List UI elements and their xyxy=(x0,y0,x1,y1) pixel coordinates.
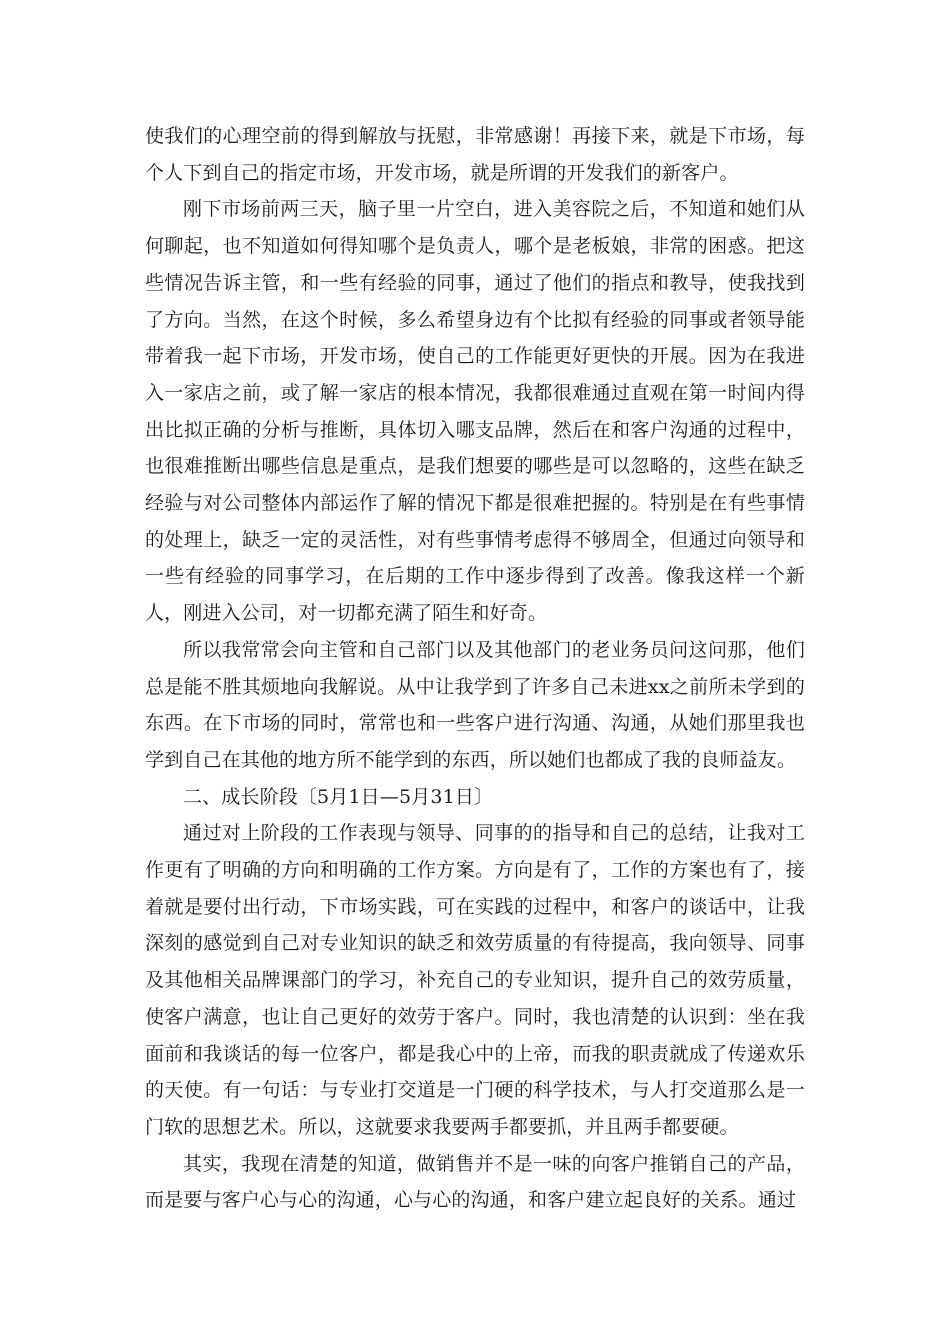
paragraph-sales-insight: 其实，我现在清楚的知道，做销售并不是一味的向客户推销自己的产品，而是要与客户心与心的沟通，心与心的沟通，和客户建立起良好的关系。通过 xyxy=(145,1152,805,1212)
paragraph-growth: 通过对上阶段的工作表现与领导、同事的的指导和自己的总结，让我对工作更有了明确的方向和明确的工作方案。方向是有了，工作的方案也有了，接着就是要付出行动，下市场实践，可在实践的过程中，和客户的谈话中，让我深刻的感觉到自己对专业知识的缺乏和效劳质量的有待提高，我向领导、同事及其他相关品牌课部门的学习，补充自己的专业知识，提升自己的效劳质量，使客户满意，也让自己更好的效劳于客户。同时，我也清楚的认识到：坐在我面前和我谈话的每一位客户，都是我心中的上帝，而我的职责就成了传递欢乐的天使。有一句话：与专业打交道是一门硬的科学技术，与人打交道那么是一门软的思想艺术。所以，这就要求我要两手都要抓，并且两手都要硬。 xyxy=(145,822,805,1138)
section-heading-growth-stage: 二、成长阶段〔5月1日—5月31日〕 xyxy=(183,785,494,808)
paragraph-learning: 所以我常常会向主管和自己部门以及其他部门的老业务员问这问那，他们总是能不胜其烦地向我解说。从中让我学到了许多自己未进xx之前所未学到的东西。在下市场的同时，常常也和一些客户进行沟通、沟通，从她们那里我也学到自己在其他的地方所不能学到的东西，所以她们也都成了我的良师益友。 xyxy=(145,638,805,771)
document-page xyxy=(145,118,805,1219)
paragraph-market-start: 刚下市场前两三天，脑子里一片空白，进入美容院之后，不知道和她们从何聊起，也不知道如何得知哪个是负责人，哪个是老板娘，非常的困惑。把这些情况告诉主管，和一些有经验的同事，通过了他们的指点和教导，使我找到了方向。当然，在这个时候，多么希望身边有个比拟有经验的同事或者领导能带着我一起下市场，开发市场，使自己的工作能更好更快的开展。因为在我进入一家店之前，或了解一家店的根本情况，我都很难通过直观在第一时间内得出比拟正确的分析与推断，具体切入哪支品牌，然后在和客户沟通的过程中，也很难推断出哪些信息是重点，是我们想要的哪些是可以忽略的，这些在缺乏经验与对公司整体内部运作了解的情况下都是很难把握的。特别是在有些事情的处理上，缺乏一定的灵活性，对有些事情考虑得不够周全，但通过向领导和一些有经验的同事学习，在后期的工作中逐步得到了改善。像我这样一个新人，刚进入公司，对一切都充满了陌生和好奇。 xyxy=(145,198,805,625)
paragraph-continuation: 使我们的心理空前的得到解放与抚慰，非常感谢！再接下来，就是下市场，每个人下到自己的指定市场，开发市场，就是所谓的开发我们的新客户。 xyxy=(145,125,805,184)
